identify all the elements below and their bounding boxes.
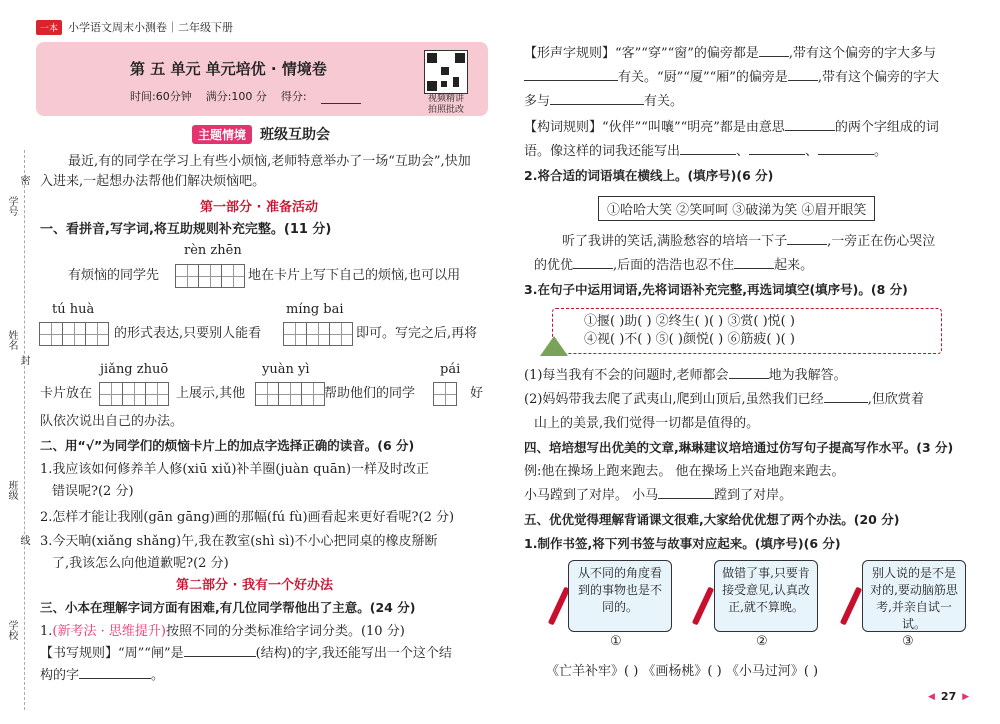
sidebar-mark-seal1: 密 bbox=[18, 175, 29, 185]
grid-cell[interactable] bbox=[145, 382, 169, 406]
r-options-box: ①哈哈大笑 ②笑呵呵 ③破涕为笑 ④眉开眼笑 bbox=[598, 196, 875, 221]
pinyin-tuhua: tú huà bbox=[52, 302, 95, 317]
bookmark-ribbon-icon bbox=[692, 587, 714, 626]
page-number-text: 27 bbox=[940, 690, 957, 703]
r-sentence1 bbox=[524, 366, 847, 386]
r-s1b: 地为我解答。 bbox=[768, 368, 847, 383]
q3-1-text: 按照不同的分类标准给字词分类。(10 分) bbox=[165, 624, 405, 639]
r-line4a: 【构词规则】“伙伴”“叫嚷”“明亮”都是由意思 bbox=[524, 120, 785, 135]
r-line4b: 的两个字组成的词 bbox=[834, 120, 939, 135]
r-q3-heading: 3.在句子中运用词语,先将词语补充完整,再选词填空(填序号)。(8 分) bbox=[524, 282, 908, 297]
r-line4 bbox=[524, 118, 939, 138]
r-line2a: 有关。“厨”“厦”“厢”的偏旁是 bbox=[618, 70, 788, 85]
grid-cell[interactable] bbox=[198, 264, 222, 288]
pinyin-mingbai: míng bai bbox=[286, 302, 344, 317]
q1-heading: 一、看拼音,写字词,将互助规则补充完整。(11 分) bbox=[40, 222, 332, 237]
grid-cell[interactable] bbox=[301, 382, 325, 406]
r-blank1[interactable] bbox=[759, 56, 789, 57]
r-line3b: 有关。 bbox=[644, 94, 684, 109]
grid-cell[interactable] bbox=[175, 264, 199, 288]
grid-cell[interactable] bbox=[39, 322, 63, 346]
q2-item3b: 了,我该怎么向他道歉呢?(2 分) bbox=[52, 556, 229, 571]
r-blank2[interactable] bbox=[524, 80, 618, 81]
r-q5-1: 1.制作书签,将下列书签与故事对应起来。(填序号)(6 分) bbox=[524, 536, 841, 551]
bookmark-2-number: ② bbox=[756, 634, 768, 649]
sidebar-label-id: 学号 bbox=[6, 196, 17, 216]
grid-cell[interactable] bbox=[122, 382, 146, 406]
answer-grid-jiangzhuo[interactable] bbox=[100, 382, 169, 406]
grid-cell[interactable] bbox=[433, 382, 457, 406]
bookmark-2: 做错了事,只要肯接受意见,认真改正,就不算晚。 bbox=[714, 560, 818, 632]
sidebar-mark-line: 线 bbox=[18, 535, 29, 545]
theme-heading bbox=[192, 124, 330, 144]
pinyin-pai: pái bbox=[440, 362, 461, 377]
full-score-label: 满分:100 分 bbox=[205, 90, 267, 103]
r-ex2b: 蹚到了对岸。 bbox=[714, 488, 793, 503]
sidebar-label-class: 班级 bbox=[6, 480, 17, 500]
r-blank6[interactable] bbox=[680, 154, 736, 155]
q2-item1a: 1.我应该如何修养羊人修(xiū xiǔ)补羊圈(juàn quān)一样及时改正 bbox=[40, 462, 430, 477]
grid-cell[interactable] bbox=[306, 322, 330, 346]
r-blank13[interactable] bbox=[824, 402, 868, 403]
binding-line bbox=[24, 150, 25, 710]
q3-rule-a: 【书写规则】“周”“闸”是 bbox=[40, 646, 184, 661]
q2-item3a: 3.今天晌(xiǎng shǎng)午,我在教室(shì sì)不小心把同桌的橡皮掰断 bbox=[40, 534, 438, 549]
time-label: 时间:60分钟 bbox=[130, 90, 192, 103]
bookmark-3-number: ③ bbox=[902, 634, 914, 649]
r-line6a: 听了我讲的笑话,满脸愁容的培培一下子 bbox=[562, 234, 788, 249]
r-line1a: 【形声字规则】“客”“穿”“窗”的偏旁都是 bbox=[524, 46, 759, 61]
r-blank5[interactable] bbox=[785, 130, 835, 131]
publisher-logo: 一本 bbox=[36, 20, 62, 35]
score-blank[interactable] bbox=[321, 88, 361, 104]
r-q5-heading: 五、优优觉得理解背诵课文很难,大家给优优想了两个办法。(20 分) bbox=[524, 512, 900, 527]
qr-caption-line2: 拍照批改 bbox=[427, 105, 464, 115]
r-line3 bbox=[524, 92, 683, 112]
grid-cell[interactable] bbox=[329, 322, 353, 346]
q3-blank-structure[interactable] bbox=[184, 656, 256, 657]
r-sentence2c: 山上的美景,我们觉得一切都是值得的。 bbox=[534, 416, 760, 431]
grid-cell[interactable] bbox=[255, 382, 279, 406]
r-line6 bbox=[562, 232, 935, 252]
pinyin-jiangzhuo: jiǎng zhuō bbox=[100, 362, 169, 377]
bookmark-ribbon-icon bbox=[548, 587, 570, 626]
score-label: 得分: bbox=[280, 90, 307, 103]
sidebar-label-school: 学校 bbox=[6, 620, 17, 640]
q2-item2: 2.怎样才能让我刚(gān gāng)画的那幅(fú fù)画看起来更好看呢?(2 分) bbox=[40, 510, 455, 525]
bookmark-ribbon-icon bbox=[840, 587, 862, 626]
r-line6b: ,一旁正在伤心哭泣 bbox=[827, 234, 936, 249]
answer-grid-yuanyi[interactable] bbox=[256, 382, 325, 406]
grid-cell[interactable] bbox=[278, 382, 302, 406]
pinyin-yuanyi: yuàn yì bbox=[262, 362, 310, 377]
r-s2b: ,但欣赏着 bbox=[867, 392, 924, 407]
qr-code-icon[interactable] bbox=[424, 50, 468, 94]
r-sentence2 bbox=[524, 390, 924, 410]
q2-item1b: 错误呢?(2 分) bbox=[52, 484, 134, 499]
sidebar-mark-seal2: 封 bbox=[18, 355, 29, 365]
q3-1-line: 1.(新考法 · 思维提升)按照不同的分类标准给字词分类。(10 分) bbox=[40, 624, 405, 639]
intro-line2: 入进来,一起想办法帮他们解决烦恼吧。 bbox=[40, 174, 266, 189]
q1-text2b: 即可。写完之后,再将 bbox=[356, 326, 478, 341]
r-line7c: 起来。 bbox=[774, 258, 814, 273]
q3-1-tag: (新考法 · 思维提升) bbox=[52, 624, 166, 639]
prev-arrow-icon: ◀ bbox=[928, 691, 935, 702]
mountain-decoration-icon bbox=[540, 336, 568, 356]
grid-cell[interactable] bbox=[62, 322, 86, 346]
theme-title: 班级互助会 bbox=[260, 127, 331, 143]
series-bar bbox=[36, 18, 233, 36]
r-blank7[interactable] bbox=[749, 154, 805, 155]
bookmark-1: 从不同的角度看到的事物也是不同的。 bbox=[568, 560, 672, 632]
r-line5a: 语。像这样的词我还能写出 bbox=[524, 144, 681, 159]
r-blank4[interactable] bbox=[550, 104, 644, 105]
q1-text1a: 有烦恼的同学先 bbox=[68, 268, 160, 283]
sidebar-label-name: 姓名 bbox=[6, 330, 17, 350]
r-idiom-row1: ①揠( )助( ) ②终生( )( ) ③赏( )悦( ) bbox=[584, 314, 795, 329]
r-line1b: ,带有这个偏旁的字大多与 bbox=[788, 46, 937, 61]
q3-rule-b: (结构)的字,我还能写出一个这个结 bbox=[255, 646, 452, 661]
series-title: 小学语文周末小测卷｜二年级下册 bbox=[68, 21, 234, 34]
q3-blank-char[interactable] bbox=[79, 678, 151, 679]
answer-grid-mingbai[interactable] bbox=[284, 322, 353, 346]
exam-meta bbox=[130, 88, 361, 104]
next-arrow-icon: ▶ bbox=[962, 691, 970, 702]
r-s1a: (1)每当我有不会的问题时,老师都会 bbox=[524, 368, 729, 383]
q3-rule-c: 构的字 bbox=[40, 668, 80, 683]
pinyin-renzhen: rèn zhēn bbox=[184, 243, 242, 258]
grid-cell[interactable] bbox=[99, 382, 123, 406]
r-example: 例:他在操场上跑来跑去。 他在操场上兴奋地跑来跑去。 bbox=[524, 464, 845, 479]
answer-grid-renzhen[interactable] bbox=[176, 264, 245, 288]
r-blank11[interactable] bbox=[734, 268, 774, 269]
r-blank10[interactable] bbox=[573, 268, 613, 269]
part1-heading: 第一部分 · 准备活动 bbox=[200, 200, 318, 215]
q1-text1b: 地在卡片上写下自己的烦恼,也可以用 bbox=[248, 268, 461, 283]
r-line1 bbox=[524, 44, 936, 64]
r-blank12[interactable] bbox=[729, 378, 769, 379]
page-number bbox=[928, 690, 969, 703]
r-blank8[interactable] bbox=[818, 154, 874, 155]
qr-caption bbox=[424, 94, 468, 116]
grid-cell[interactable] bbox=[221, 264, 245, 288]
unit-title: 第 五 单元 单元培优 · 情境卷 bbox=[130, 60, 327, 78]
q2-heading: 二、用“√”为同学们的烦恼卡片上的加点字选择正确的读音。(6 分) bbox=[40, 438, 415, 453]
r-line7a: 的优优 bbox=[534, 258, 574, 273]
bookmark-3: 别人说的是不是对的,要动脑筋思考,并亲自试一试。 bbox=[862, 560, 966, 632]
r-stories: 《亡羊补牢》( ) 《画杨桃》( ) 《小马过河》( ) bbox=[546, 664, 819, 679]
r-s2a: (2)妈妈带我去爬了武夷山,爬到山顶后,虽然我们已经 bbox=[524, 392, 824, 407]
answer-grid-tuhua[interactable] bbox=[40, 322, 109, 346]
theme-tag: 主题情境 bbox=[192, 125, 252, 144]
r-q4-heading: 四、培培想写出优美的文章,琳琳建议培培通过仿写句子提高写作水平。(3 分) bbox=[524, 440, 954, 455]
r-line7b: ,后面的浩浩也忍不住 bbox=[613, 258, 735, 273]
grid-cell[interactable] bbox=[283, 322, 307, 346]
r-line5: 语。像这样的词我还能写出 、 、 。 bbox=[524, 144, 888, 159]
q3-rule-line1 bbox=[40, 644, 452, 664]
part2-heading: 第二部分 · 我有一个好办法 bbox=[176, 578, 333, 593]
intro-line1: 最近,有的同学在学习上有些小烦恼,老师特意举办了一场“互助会”,快加 bbox=[68, 154, 471, 169]
r-q2-heading: 2.将合适的词语填在横线上。(填序号)(6 分) bbox=[524, 168, 774, 183]
r-line3a: 多与 bbox=[524, 94, 551, 109]
qr-caption-line1: 视频精讲 bbox=[427, 94, 464, 104]
q1-text3a: 卡片放在 bbox=[40, 386, 93, 401]
r-line2b: ,带有这个偏旁的字大 bbox=[817, 70, 940, 85]
r-blank14[interactable] bbox=[658, 498, 714, 499]
r-example2 bbox=[524, 486, 792, 506]
q3-rule-line2: 构的字 。 bbox=[40, 668, 165, 683]
grid-cell[interactable] bbox=[85, 322, 109, 346]
r-blank9[interactable] bbox=[787, 244, 827, 245]
r-ex2a: 小马蹚到了对岸。 小马 bbox=[524, 488, 659, 503]
r-line2 bbox=[524, 68, 939, 88]
q3-heading: 三、小本在理解字词方面有困难,有几位同学帮他出了主意。(24 分) bbox=[40, 600, 416, 615]
q1-text3c: 帮助他们的同学 bbox=[324, 386, 416, 401]
q1-text2a: 的形式表达,只要别人能看 bbox=[114, 326, 262, 341]
bookmark-1-number: ① bbox=[610, 634, 622, 649]
r-line7 bbox=[534, 256, 813, 276]
answer-grid-pai[interactable] bbox=[434, 382, 457, 406]
unit-header-box bbox=[36, 42, 488, 116]
q1-text3b: 上展示,其他 bbox=[176, 386, 246, 401]
r-idiom-row2: ④视( )不( ) ⑤( )颜悦( ) ⑥筋疲( )( ) bbox=[584, 332, 795, 347]
q1-text4: 队依次说出自己的办法。 bbox=[40, 414, 184, 429]
q1-text3d: 好 bbox=[470, 386, 484, 401]
r-blank3[interactable] bbox=[788, 80, 818, 81]
